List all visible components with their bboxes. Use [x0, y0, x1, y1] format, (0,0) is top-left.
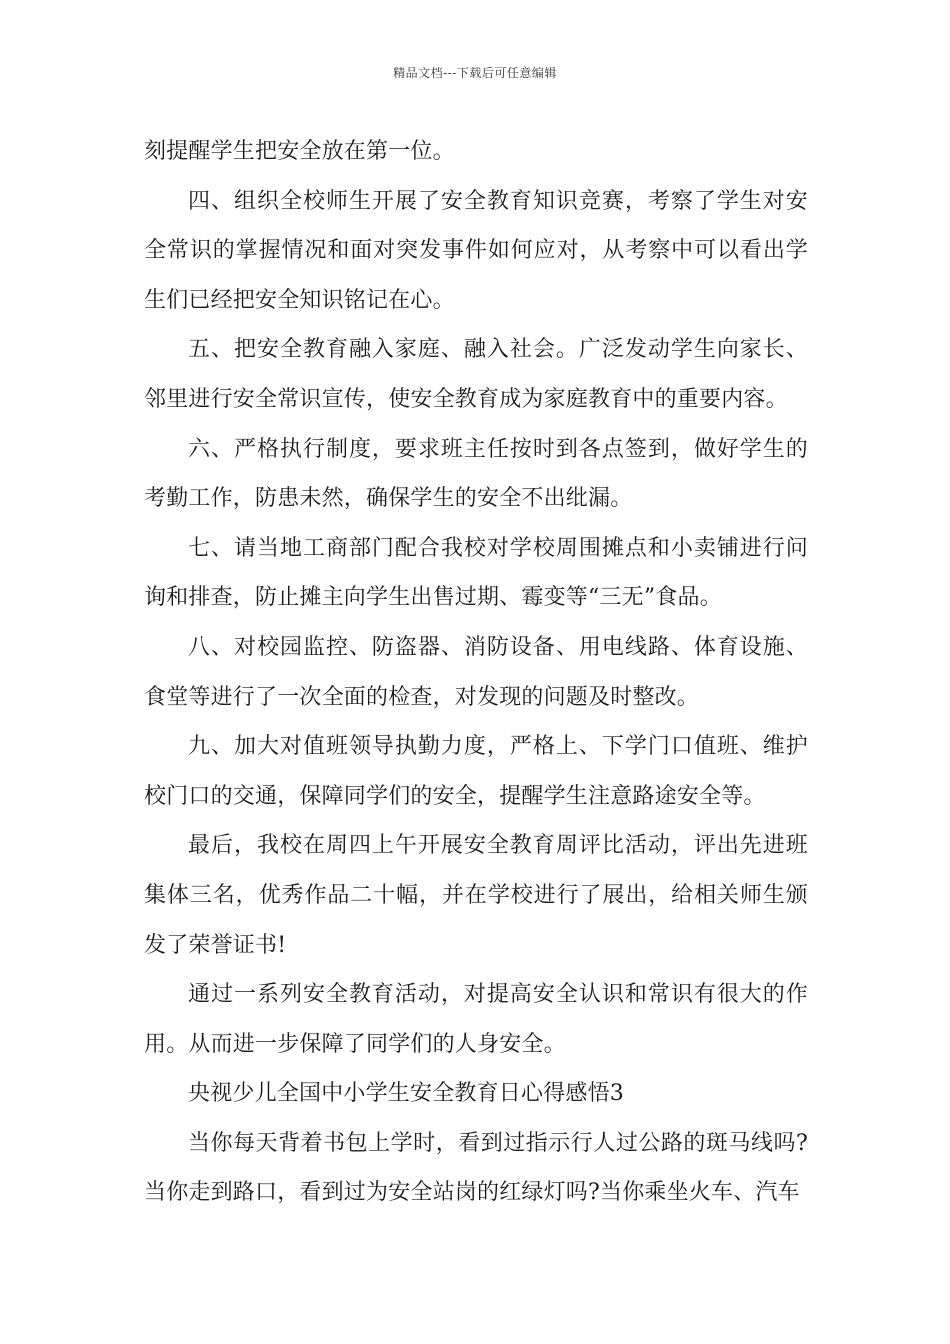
paragraph-item-6: 六、严格执行制度，要求班主任按时到各点签到，做好学生的考勤工作，防患未然，确保学生的安全不出纰漏。	[144, 436, 808, 512]
page-header: 精品文档---下载后可任意编辑	[393, 66, 557, 80]
paragraph-item-9: 九、加大对值班领导执勤力度，严格上、下学门口值班、维护校门口的交通，保障同学们的安全，提醒学生注意路途安全等。	[144, 734, 808, 809]
paragraph-item-7: 七、请当地工商部门配合我校对学校周围摊点和小卖铺进行问询和排查，防止摊主向学生出售过期、霉变等“三无”食品。	[144, 535, 808, 611]
paragraph-intro: 当你每天背着书包上学时，看到过指示行人过公路的斑马线吗?当你走到路口，看到过为安全站岗的红绿灯吗?当你乘坐火车、汽车	[144, 1130, 808, 1206]
paragraph-item-4: 四、组织全校师生开展了安全教育知识竞赛，考察了学生对安全常识的掌握情况和面对突发事件如何应对，从考察中可以看出学生们已经把安全知识铭记在心。	[144, 188, 808, 313]
paragraph-final: 最后，我校在周四上午开展安全教育周评比活动，评出先进班集体三名，优秀作品二十幅，并在学校进行了展出，给相关师生颁发了荣誉证书!	[144, 833, 808, 958]
document-body	[144, 127, 808, 1218]
paragraph-item-8: 八、对校园监控、防盗器、消防设备、用电线路、体育设施、食堂等进行了一次全面的检查，对发现的问题及时整改。	[144, 634, 808, 710]
paragraph-continuation: 刻提醒学生把安全放在第一位。	[144, 139, 455, 164]
section-title: 央视少儿全国中小学生安全教育日心得感悟3	[188, 1081, 624, 1107]
paragraph-item-5: 五、把安全教育融入家庭、融入社会。广泛发动学生向家长、邻里进行安全常识宣传，使安全教育成为家庭教育中的重要内容。	[144, 337, 808, 412]
paragraph-summary: 通过一系列安全教育活动，对提高安全认识和常识有很大的作用。从而进一步保障了同学们的人身安全。	[144, 982, 808, 1057]
